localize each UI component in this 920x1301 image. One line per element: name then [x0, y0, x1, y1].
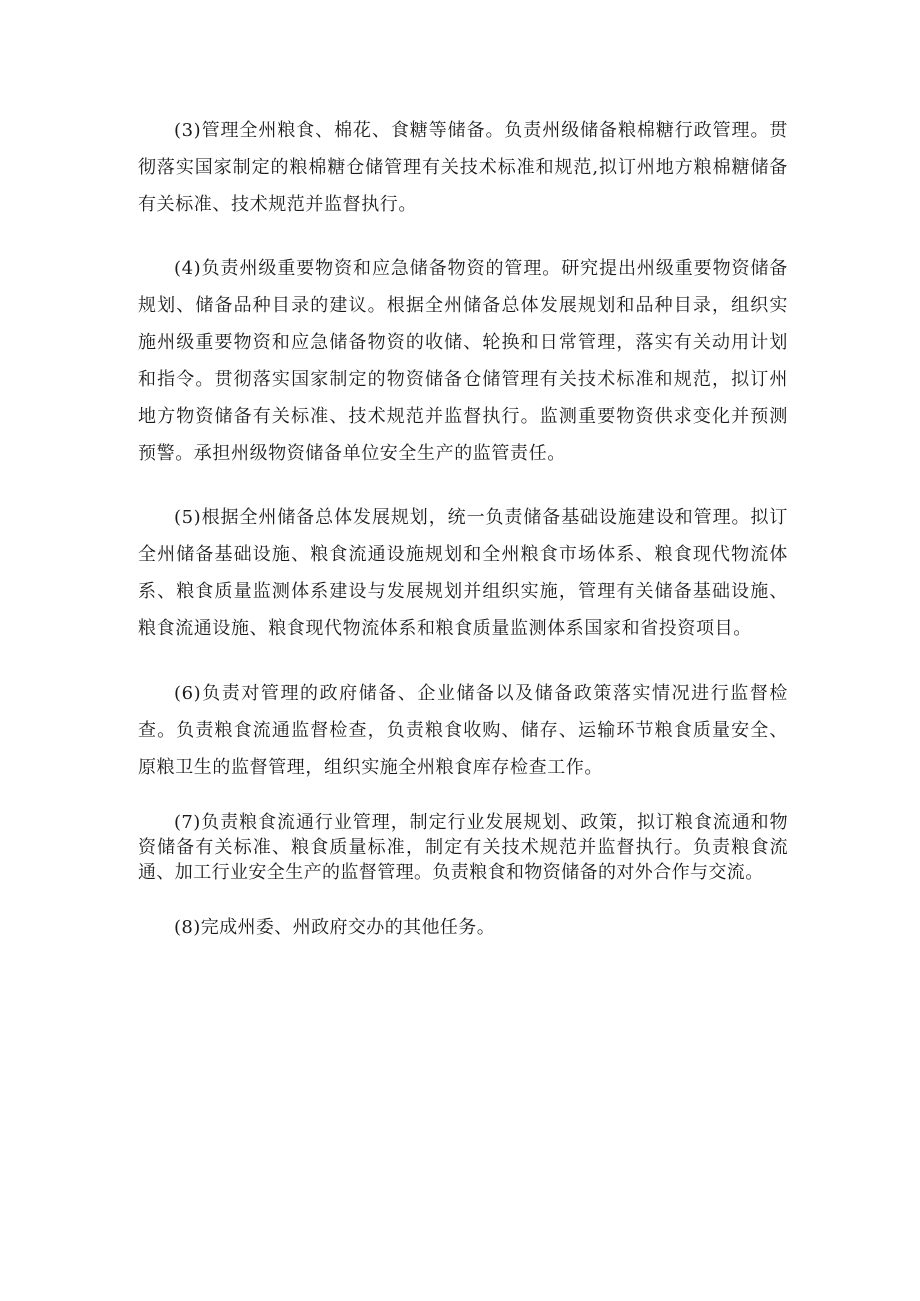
document-body	[138, 112, 788, 940]
paragraph-item-5: (5)根据全州储备总体发展规划，统一负责储备基础设施建设和管理。拟订全州储备基础设施、粮食流通设施规划和全州粮食市场体系、粮食现代物流体系、粮食质量监测体系建设与发展规划并组织实施，管理有关储备基础设施、粮食流通设施、粮食现代物流体系和粮食质量监测体系国家和省投资项目。	[138, 507, 788, 639]
paragraph-item-6: (6)负责对管理的政府储备、企业储备以及储备政策落实情况进行监督检查。负责粮食流通监督检查，负责粮食收购、储存、运输环节粮食质量安全、原粮卫生的监督管理，组织实施全州粮食库存检查工作。	[138, 683, 788, 778]
paragraph-item-8: (8)完成州委、州政府交办的其他任务。	[174, 917, 496, 938]
paragraph-item-7: (7)负责粮食流通行业管理，制定行业发展规划、政策，拟订粮食流通和物资储备有关标准、粮食质量标准，制定有关技术规范并监督执行。负责粮食流通、加工行业安全生产的监督管理。负责粮食和物资储备的对外合作与交流。	[138, 812, 788, 883]
paragraph-item-3: (3)管理全州粮食、棉花、食糖等储备。负责州级储备粮棉糖行政管理。贯彻落实国家制定的粮棉糖仓储管理有关技术标准和规范,拟订州地方粮棉糖储备有关标准、技术规范并监督执行。	[138, 120, 788, 215]
paragraph-item-4: (4)负责州级重要物资和应急储备物资的管理。研究提出州级重要物资储备规划、储备品种目录的建议。根据全州储备总体发展规划和品种目录，组织实施州级重要物资和应急储备物资的收储、轮换和日常管理，落实有关动用计划和指令。贯彻落实国家制定的物资储备仓储管理有关技术标准和规范，拟订州地方物资储备有关标准、技术规范并监督执行。监测重要物资供求变化并预测预警。承担州级物资储备单位安全生产的监管责任。	[138, 258, 788, 464]
